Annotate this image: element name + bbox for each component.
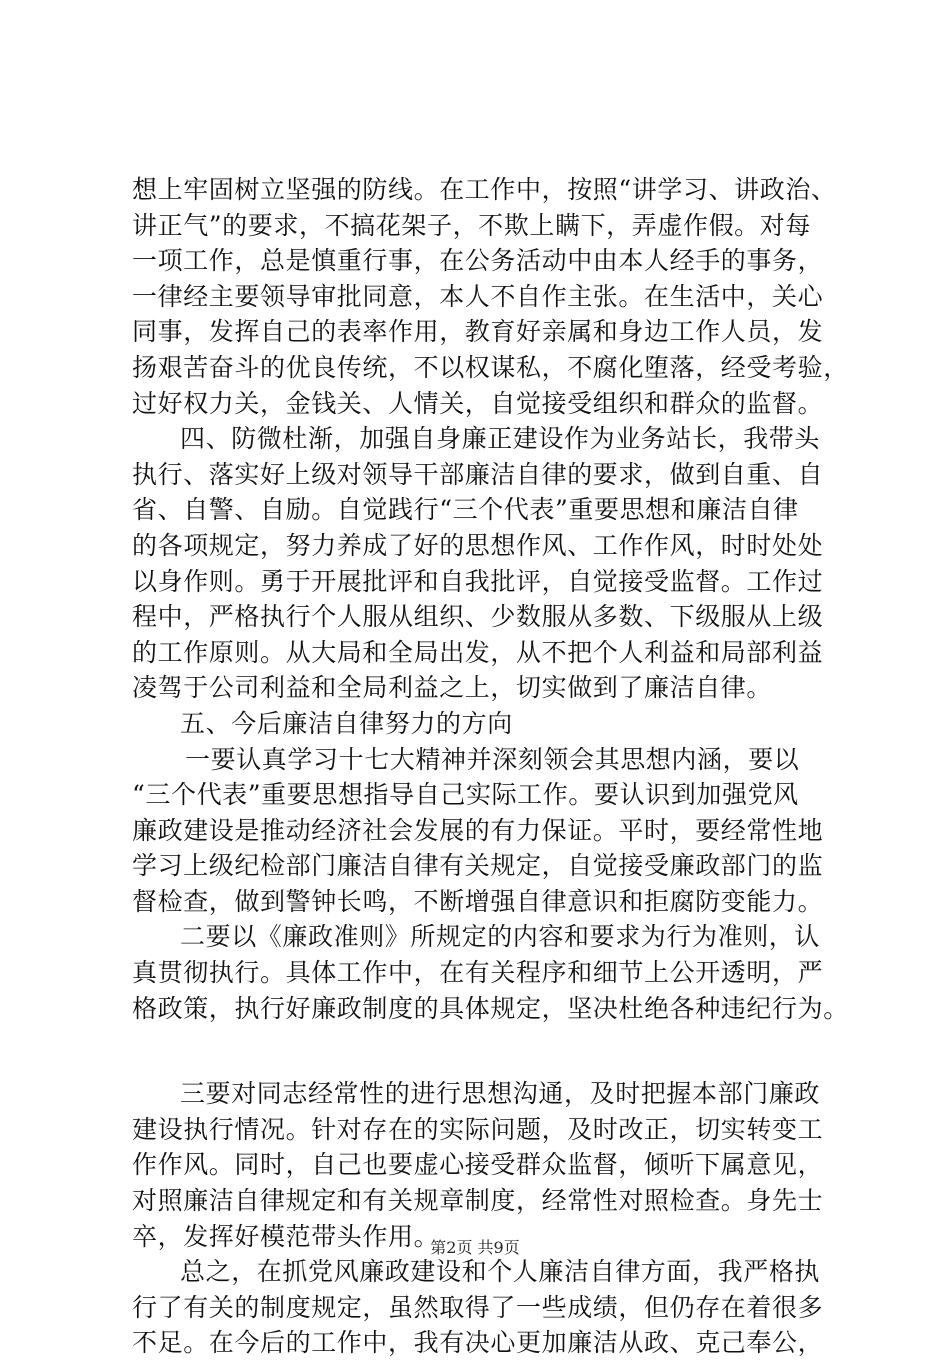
- text-line: 对照廉洁自律规定和有关规章制度，经常性对照检查。身先士: [132, 1186, 824, 1216]
- section-heading-5: 五、今后廉洁自律努力的方向: [180, 708, 513, 738]
- text-line: 一律经主要领导审批同意，本人不自作主张。在生活中，关心: [132, 281, 824, 311]
- text-line: 一项工作，总是慎重行事，在公务活动中由本人经手的事务，: [132, 246, 824, 276]
- text-line: 卒，发挥好模范带头作用。: [132, 1221, 440, 1251]
- text-line: 省、自警、自励。自觉践行“三个代表”重要思想和廉洁自律: [132, 495, 799, 525]
- text-line: 格政策，执行好廉政制度的具体规定，坚决杜绝各种违纪行为。: [132, 993, 849, 1023]
- text-line: 二要以《廉政准则》所规定的内容和要求为行为准则，认: [180, 922, 821, 952]
- text-line: 总之，在抓党风廉政建设和个人廉洁自律方面，我严格执: [180, 1257, 821, 1287]
- text-line: 一要认真学习十七大精神并深刻领会其思想内涵，要以: [185, 744, 800, 774]
- text-line: 以身作则。勇于开展批评和自我批评，自觉接受监督。工作过: [132, 566, 824, 596]
- text-line: 凌驾于公司利益和全局利益之上，切实做到了廉洁自律。: [132, 673, 773, 703]
- text-line: 的工作原则。从大局和全局出发，从不把个人利益和局部利益: [132, 637, 824, 667]
- paragraph-gap: [132, 1026, 852, 1076]
- document-body: [132, 172, 852, 1361]
- text-line: 扬艰苦奋斗的优良传统，不以权谋私，不腐化堕落，经受考验，: [132, 352, 849, 382]
- text-line: 廉政建设是推动经济社会发展的有力保证。平时，要经常性地: [132, 815, 824, 845]
- text-line: 过好权力关，金钱关、人情关，自觉接受组织和群众的监督。: [132, 388, 824, 418]
- text-line: 的各项规定，努力养成了好的思想作风、工作作风，时时处处: [132, 530, 824, 560]
- text-line: 执行、落实好上级对领导干部廉洁自律的要求，做到自重、自: [132, 459, 824, 489]
- section-heading-4: 四、防微杜渐，加强自身廉正建设作为业务站长，我带头: [180, 424, 821, 454]
- text-line: 三要对同志经常性的进行思想沟通，及时把握本部门廉政: [180, 1079, 821, 1109]
- text-line: 同事，发挥自己的表率作用，教育好亲属和身边工作人员，发: [132, 317, 824, 347]
- text-line: 学习上级纪检部门廉洁自律有关规定，自觉接受廉政部门的监: [132, 851, 824, 881]
- text-line: 真贯彻执行。具体工作中，在有关程序和细节上公开透明，严: [132, 958, 824, 988]
- text-line: 程中，严格执行个人服从组织、少数服从多数、下级服从上级: [132, 602, 824, 632]
- text-line: 想上牢固树立坚强的防线。在工作中，按照“讲学习、讲政治、: [132, 175, 837, 204]
- text-line: 建设执行情况。针对存在的实际问题，及时改正，切实转变工: [132, 1114, 824, 1144]
- text-line: 不足。在今后的工作中，我有决心更加廉洁从政、克己奉公，: [132, 1328, 824, 1358]
- text-line: 行了有关的制度规定，虽然取得了一些成绩，但仍存在着很多: [132, 1292, 824, 1322]
- text-line: 作作风。同时，自己也要虚心接受群众监督，倾听下属意见，: [132, 1150, 824, 1180]
- text-line: “三个代表”重要思想指导自己实际工作。要认识到加强党风: [132, 780, 799, 810]
- text-line: 讲正气”的要求，不搞花架子，不欺上瞒下，弄虚作假。对每: [132, 210, 811, 240]
- text-line: 督检查，做到警钟长鸣，不断增强自律意识和拒腐防变能力。: [132, 886, 824, 916]
- page-number-footer: 第2页 共9页: [430, 1238, 520, 1257]
